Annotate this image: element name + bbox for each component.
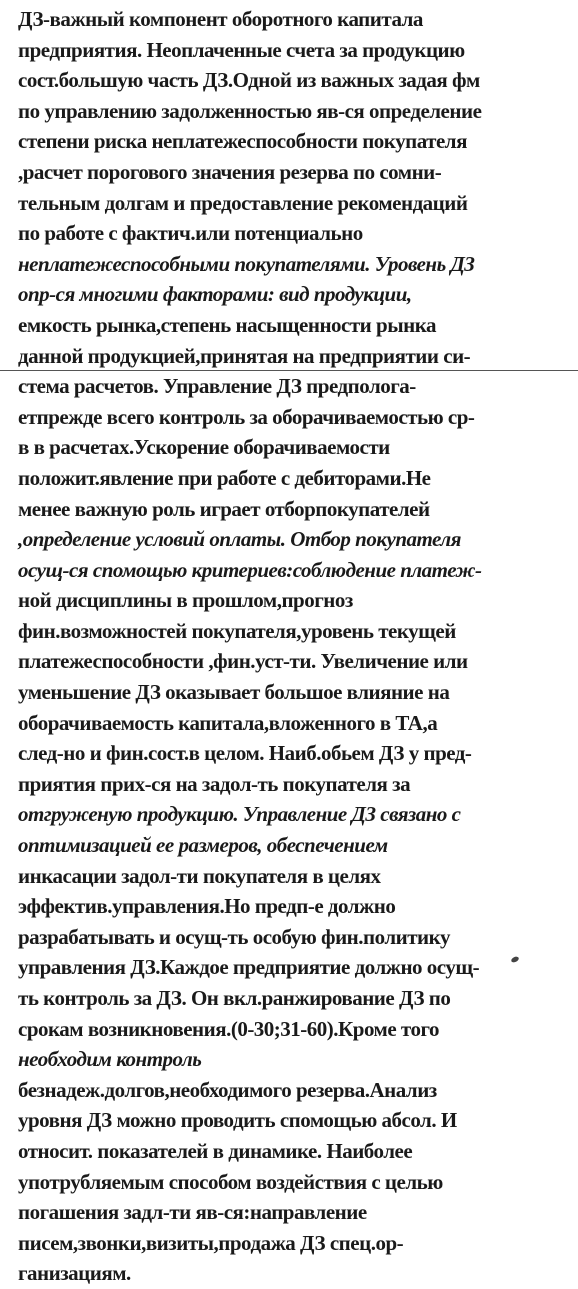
text-line-20: ной дисциплины в прошлом,прогноз <box>18 588 353 613</box>
scan-fold-line <box>0 370 578 371</box>
text-line-7: тельным долгам и предоставление рекомендаций <box>18 190 468 215</box>
text-line-21: фин.возможностей покупателя,уровень текущей <box>18 618 456 643</box>
text-line-15: в в расчетах.Ускорение оборачиваемости <box>18 435 390 460</box>
text-line-31: разрабатывать и осущ-ть особую фин.политику <box>18 924 450 949</box>
text-line-24: оборачиваемость капитала,вложенного в ТА,а <box>18 710 438 735</box>
text-line-1: ДЗ-важный компонент оборотного капитала <box>18 7 423 31</box>
text-line-28: оптимизацией ее размеров, обеспечением <box>18 833 388 858</box>
text-line-11: емкость рынка,степень насыщенности рынка <box>18 312 436 337</box>
text-line-14: етпрежде всего контроль за оборачиваемостью ср- <box>18 404 475 429</box>
text-line-18: ,определение условий оплаты. Отбор покупателя <box>18 527 461 552</box>
text-line-16: положит.явление при работе с дебиторами.Не <box>18 465 431 490</box>
text-line-23: уменьшение ДЗ оказывает большое влияние на <box>18 680 450 705</box>
text-line-5: степени риска неплатежеспособности покупателя <box>18 129 467 154</box>
text-line-12: данной продукцией,принятая на предприятии си- <box>18 343 471 368</box>
text-line-38: относит. показателей в динамике. Наиболее <box>18 1138 413 1163</box>
text-line-35: необходим контроль <box>18 1047 202 1072</box>
text-line-26: приятия прих-ся на задол-ть покупателя за <box>18 771 411 796</box>
text-line-2: предприятия. Неоплаченные счета за продукцию <box>18 37 465 62</box>
text-line-27: отгруженую продукцию. Управление ДЗ связано с <box>18 802 461 827</box>
text-line-32: управления ДЗ.Каждое предприятие должно осущ- <box>18 955 480 980</box>
text-line-10: опр-ся многими факторами: вид продукции, <box>18 282 412 307</box>
text-line-22: платежеспособности ,фин.уст-ти. Увеличение или <box>18 649 468 674</box>
text-line-33: ть контроль за ДЗ. Он вкл.ранжирование ДЗ по <box>18 986 451 1010</box>
text-line-34: срокам возникновения.(0-30;31-60).Кроме того <box>18 1016 439 1041</box>
text-line-29: инкасации задол-ти покупателя в целях <box>18 863 381 888</box>
text-line-25: след-но и фин.сост.в целом. Наиб.обьем ДЗ у пред- <box>18 741 472 766</box>
text-line-30: эффектив.управления.Но предп-е должно <box>18 894 396 919</box>
text-line-6: ,расчет порогового значения резерва по сомни- <box>18 159 442 184</box>
body-text <box>18 4 574 1289</box>
text-line-8: по работе с фактич.или потенциально <box>18 221 363 246</box>
text-line-9: неплатежеспособными покупателями. Уровень ДЗ <box>18 251 475 276</box>
text-line-19: осущ-ся спомощью критериев:соблюдение платеж- <box>18 557 482 582</box>
text-line-42: ганизациям. <box>18 1261 131 1286</box>
text-line-17: менее важную роль играет отборпокупателей <box>18 496 430 521</box>
text-line-3: сост.большую часть ДЗ.Одной из важных задая фм <box>18 68 480 93</box>
text-line-13: стема расчетов. Управление ДЗ предпологa- <box>18 374 416 399</box>
text-line-40: погашения задл-ти яв-ся:направление <box>18 1200 367 1225</box>
text-line-41: писем,звонки,визиты,продажа ДЗ спец.ор- <box>18 1230 404 1255</box>
text-line-37: уровня ДЗ можно проводить спомощью абсол. И <box>18 1108 457 1133</box>
text-line-39: употрубляемым способом воздействия с целью <box>18 1169 443 1194</box>
text-line-4: по управлению задолженностью яв-ся определение <box>18 98 482 123</box>
text-line-36: безнадеж.долгов,необходимого резерва.Анализ <box>18 1077 437 1102</box>
